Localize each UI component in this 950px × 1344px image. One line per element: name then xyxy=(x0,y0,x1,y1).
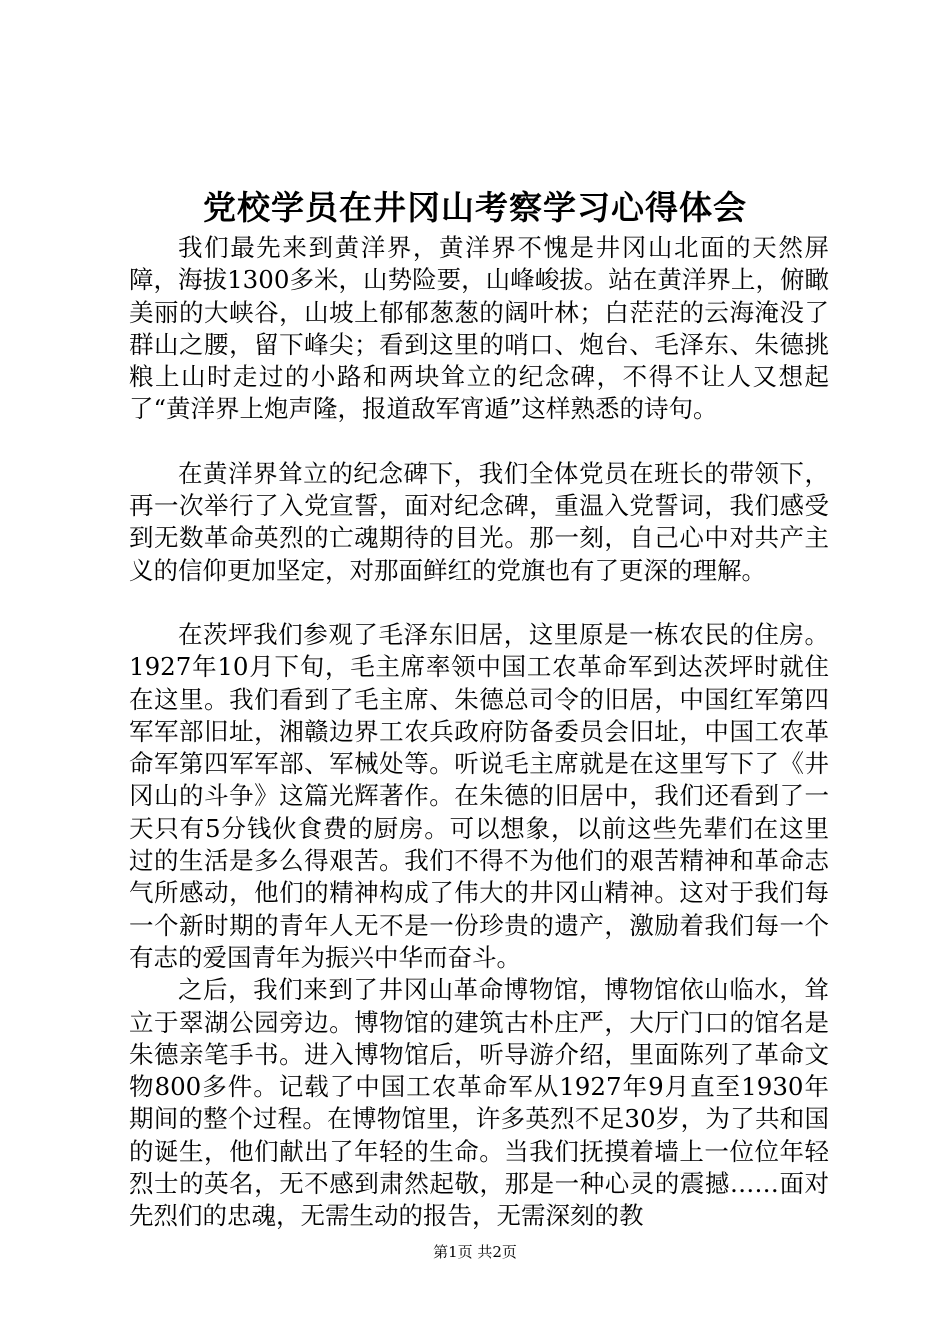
document-title: 党校学员在井冈山考察学习心得体会 xyxy=(203,188,747,227)
document-body xyxy=(129,232,829,1233)
page-number: 第1页 共2页 xyxy=(433,1243,517,1261)
paragraph-oath: 在黄洋界耸立的纪念碑下，我们全体党员在班长的带领下，再一次举行了入党宣誓，面对纪念碑，重温入党誓词，我们感受到无数革命英烈的亡魂期待的目光。那一刻，自己心中对共产主义的信仰更加坚定，对那面鲜红的党旗也有了更深的理解。 xyxy=(129,458,829,585)
paragraph-ciping: 在茨坪我们参观了毛泽东旧居，这里原是一栋农民的住房。1927年10月下旬，毛主席率领中国工农革命军到达茨坪时就住在这里。我们看到了毛主席、朱德总司令的旧居，中国红军第四军军部旧址，湘赣边界工农兵政府防备委员会旧址，中国工农革命军第四军军部、军械处等。听说毛主席就是在这里写下了《井冈山的斗争》这篇光辉著作。在朱德的旧居中，我们还看到了一天只有5分钱伙食费的厨房。可以想象，以前这些先辈们在这里过的生活是多么得艰苦。我们不得不为他们的艰苦精神和革命志气所感动，他们的精神构成了伟大的井冈山精神。这对于我们每一个新时期的青年人无不是一份珍贵的遗产，激励着我们每一个有志的爱国青年为振兴中华而奋斗。 xyxy=(129,619,829,972)
paragraph-huangyangjie: 我们最先来到黄洋界，黄洋界不愧是井冈山北面的天然屏障，海拔1300多米，山势险要，山峰峻拔。站在黄洋界上，俯瞰美丽的大峡谷，山坡上郁郁葱葱的阔叶林；白茫茫的云海淹没了群山之腰，留下峰尖；看到这里的哨口、炮台、毛泽东、朱德挑粮上山时走过的小路和两块耸立的纪念碑，不得不让人又想起了“黄洋界上炮声隆，报道敌军宵遁”这样熟悉的诗句。 xyxy=(129,233,829,424)
paragraph-museum: 之后，我们来到了井冈山革命博物馆，博物馆依山临水，耸立于翠湖公园旁边。博物馆的建筑古朴庄严，大厅门口的馆名是朱德亲笔手书。进入博物馆后，听导游介绍，里面陈列了革命文物800多件。记载了中国工农革命军从1927年9月直至1930年期间的整个过程。在博物馆里，许多英烈不足30岁，为了共和国的诞生，他们献出了年轻的生命。当我们抚摸着墙上一位位年轻烈士的英名，无不感到肃然起敬，那是一种心灵的震撼……面对先烈们的忠魂，无需生动的报告，无需深刻的教 xyxy=(129,975,829,1231)
